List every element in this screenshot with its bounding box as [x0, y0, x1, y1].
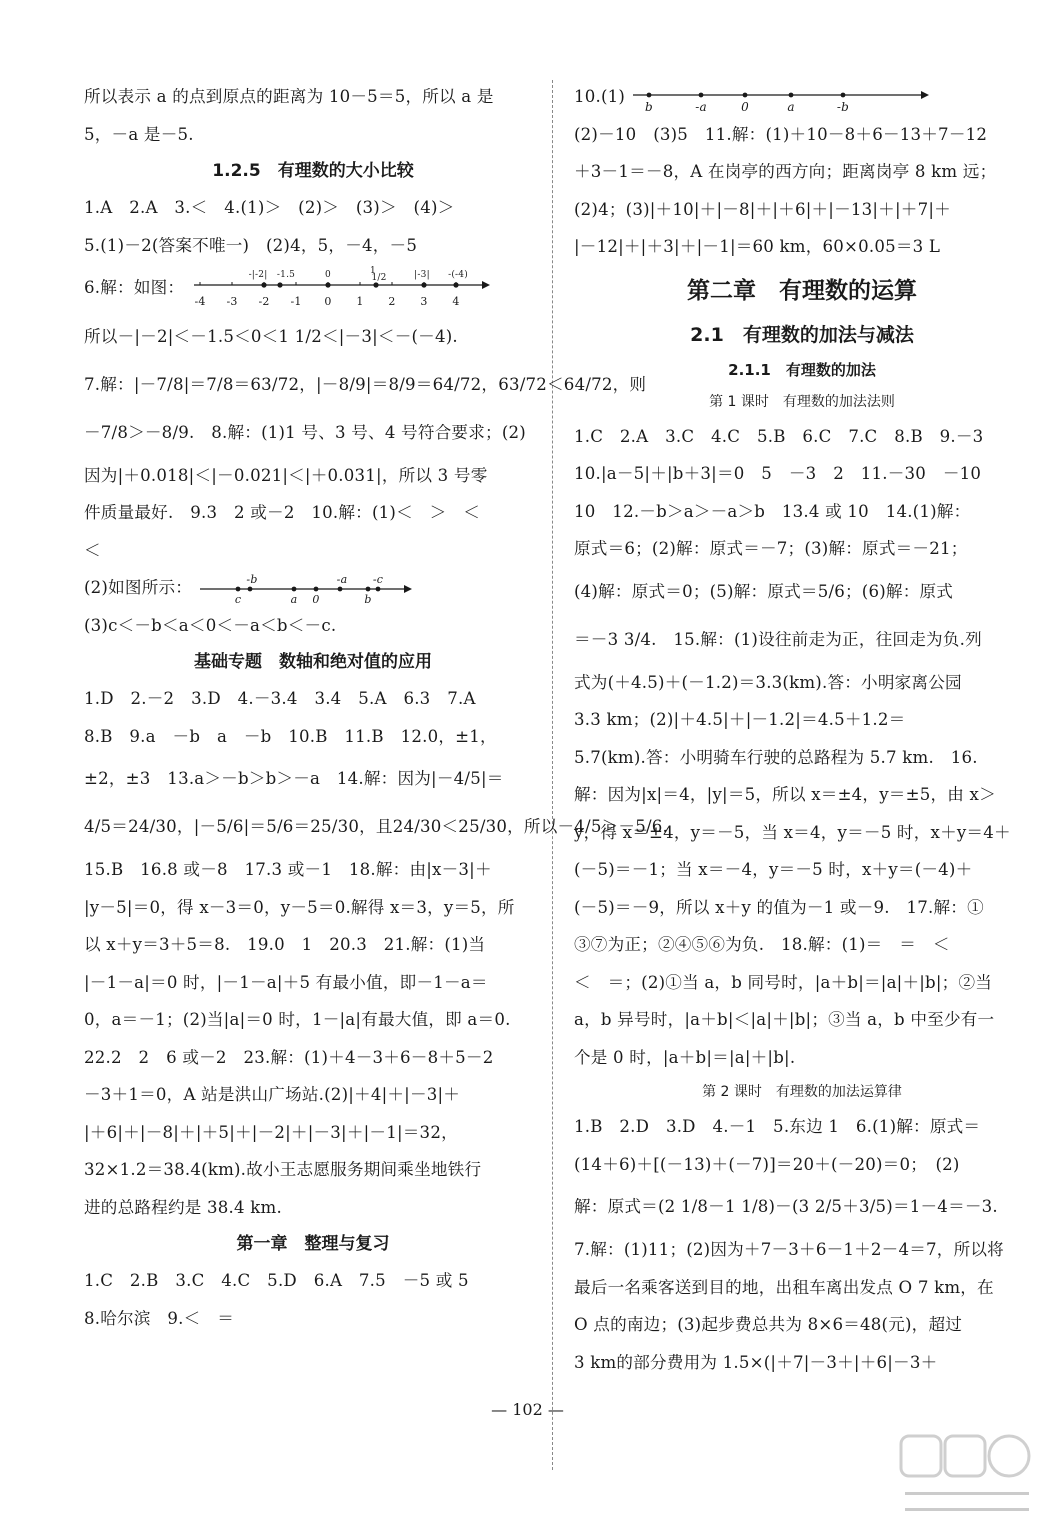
page-number: — 102 —	[491, 1400, 564, 1419]
section-heading-1-2-5: 1.2.5 有理数的大小比较	[212, 161, 414, 181]
answer-line: 5.(1)－2(答案不唯一) (2)4，5，－4，－5	[84, 235, 418, 255]
tick-label: -3	[226, 294, 238, 308]
text-line: 所以表示 a 的点到原点的距离为 10－5＝5，所以 a 是	[84, 87, 494, 106]
answer-line: 个是 0 时，|a＋b|＝|a|＋|b|.	[574, 1047, 796, 1067]
answer-line: 进的总路程约是 38.4 km.	[84, 1197, 282, 1217]
answer-line: (2)4；(3)|＋10|＋|－8|＋|＋6|＋|－13|＋|＋7|＋	[574, 199, 951, 219]
point-label: 0	[311, 592, 320, 606]
point-label: -b	[245, 572, 258, 586]
answer-line: 22.2 2 6 或－2 23.解：(1)＋4－3＋6－8＋5－2	[84, 1047, 494, 1067]
answer-line: 解：因为|x|＝4，|y|＝5，所以 x＝±4，y＝±5，由 x＞	[574, 785, 996, 804]
answer-line: (3)c＜－b＜a＜0＜－a＜b＜－c.	[84, 615, 337, 635]
answer-line: ±2，±3 13.a＞－b＞b＞－a 14.解：因为|－4/5|＝	[84, 769, 504, 788]
answer-line: ＝－3 3/4. 15.解：(1)设往前走为正，往回走为负.列	[574, 629, 982, 649]
right-column	[574, 78, 1030, 1381]
answer-line: ＋3－1＝－8，A 在岗亭的西方向；距离岗亭 8 km 远；	[574, 162, 997, 181]
point-label: a	[290, 592, 297, 606]
lesson-heading-1: 第 1 课时 有理数的加法法则	[709, 393, 895, 410]
left-column	[84, 78, 668, 1337]
section-heading-2-1: 2.1 有理数的加法与减法	[690, 323, 914, 346]
answer-text: 6.解：如图：	[84, 278, 185, 297]
point-label: -a	[694, 99, 707, 114]
tick-label: -4	[194, 294, 206, 308]
answer-line-with-number-line	[84, 569, 542, 607]
answer-line: (14＋6)＋[(－13)＋(－7)]＝20＋(－20)＝0； (2)	[574, 1154, 960, 1174]
point-label: 1	[369, 265, 376, 276]
answer-text: (2)如图所示：	[84, 578, 193, 597]
point-label: -a	[336, 572, 347, 586]
answer-line: 式为(＋4.5)＋(－1.2)＝3.3(km).答：小明家离公园	[574, 672, 962, 692]
point-label: -1.5	[276, 269, 295, 280]
answer-line: y，得 x＝±4，y＝－5，当 x＝4，y＝－5 时，x＋y＝4＋	[574, 822, 1011, 842]
section-heading-chapter1-review: 第一章 整理与复习	[236, 1234, 390, 1254]
answer-line: 以 x＋y＝3＋5＝8. 19.0 1 20.3 21.解：(1)当	[84, 935, 486, 954]
answer-line: O 点的南边；(3)起步费总共为 8×6＝48(元)，超过	[574, 1315, 963, 1334]
section-heading-basic-topic: 基础专题 数轴和绝对值的应用	[194, 652, 432, 672]
number-line-figure-2	[198, 572, 414, 606]
answer-line: ＜	[84, 540, 101, 560]
answer-line: 1.B 2.D 3.D 4.－1 5.东边 1 6.(1)解：原式＝	[574, 1117, 981, 1136]
answer-line: －3＋1＝0，A 站是洪山广场站.(2)|＋4|＋|－3|＋	[84, 1085, 461, 1104]
tick-label: 2	[388, 294, 396, 308]
tick-label: 4	[452, 294, 460, 308]
number-line-figure-1	[190, 265, 490, 313]
answer-line-with-number-line	[574, 78, 1030, 116]
answer-line: 8.哈尔滨 9.＜ ＝	[84, 1308, 235, 1328]
answer-line: 8.B 9.a －b a －b 10.B 11.B 12.0，±1，	[84, 726, 497, 746]
answer-line: 15.B 16.8 或－8 17.3 或－1 18.解：由|x－3|＋	[84, 860, 492, 879]
answer-line: ＜ ＝；(2)①当 a，b 同号时，|a＋b|＝|a|＋|b|；②当	[574, 972, 993, 992]
point-label: -b	[836, 99, 849, 114]
tick-label: 1	[356, 294, 364, 308]
answer-line: 件质量最好. 9.3 2 或－2 10.解：(1)＜ ＞ ＜	[84, 503, 481, 522]
lesson-heading-2: 第 2 课时 有理数的加法运算律	[702, 1084, 902, 1100]
answer-line: 原式＝6；(2)解：原式＝－7；(3)解：原式＝－21；	[574, 539, 968, 558]
answer-line: ③⑦为正；②④⑤⑥为负. 18.解：(1)＝ ＝ ＜	[574, 935, 950, 954]
answer-line: 解：原式＝(2 1/8－1 1/8)－(3 2/5＋3/5)＝1－4＝－3.	[574, 1197, 998, 1216]
tick-label: -2	[258, 294, 270, 308]
answer-line: 0，a＝－1；(2)当|a|＝0 时，1－|a|有最大值，即 a＝0.	[84, 1010, 511, 1029]
point-label: -c	[372, 572, 383, 586]
answer-line: 7.解：(1)11；(2)因为＋7－3＋6－1＋2－4＝7，所以将	[574, 1240, 1004, 1259]
answer-line: 1.C 2.B 3.C 4.C 5.D 6.A 7.5 －5 或 5	[84, 1271, 469, 1290]
answer-line: 3 km的部分费用为 1.5×(|＋7|－3＋|＋6|－3＋	[574, 1352, 938, 1372]
answer-line: 1.C 2.A 3.C 4.C 5.B 6.C 7.C 8.B 9.－3	[574, 426, 984, 446]
answer-line: 1.D 2.－2 3.D 4.－3.4 3.4 5.A 6.3 7.A	[84, 689, 476, 708]
answer-line: －7/8＞－8/9. 8.解：(1)1 号、3 号、4 号符合要求；(2)	[84, 422, 526, 442]
answer-line: |－12|＋|＋3|＋|－1|＝60 km，60×0.05＝3 L	[574, 237, 941, 256]
answer-line: 7.解：|－7/8|＝7/8＝63/72，|－8/9|＝8/9＝64/72，63/72＜64/72，则	[84, 374, 647, 394]
answer-text: 10.(1)	[574, 87, 626, 106]
answer-line: 32×1.2＝38.4(km).故小王志愿服务期间乘坐地铁行	[84, 1160, 482, 1179]
point-label: -(-4)	[447, 269, 468, 280]
tick-label: 0	[324, 294, 332, 308]
answer-line: |y－5|＝0，得 x－3＝0，y－5＝0.解得 x＝3，y＝5，所	[84, 897, 515, 917]
answer-line: (2)－10 (3)5 11.解：(1)＋10－8＋6－13＋7－12	[574, 124, 988, 144]
answer-line: 所以－|－2|＜－1.5＜0＜1 1/2＜|－3|＜－(－4).	[84, 326, 458, 346]
answer-line: 5.7(km).答：小明骑车行驶的总路程为 5.7 km. 16.	[574, 747, 978, 767]
answer-line: 10.|a－5|＋|b＋3|＝0 5 －3 2 11.－30 －10	[574, 464, 982, 483]
answer-line: 10 12.－b＞a＞－a＞b 13.4 或 10 14.(1)解：	[574, 501, 971, 521]
number-line-figure-3	[631, 81, 931, 115]
point-label: 0	[740, 99, 749, 114]
point-label: b	[644, 99, 653, 114]
point-label: 1/2	[371, 272, 387, 283]
answer-line: (4)解：原式＝0；(5)解：原式＝5/6；(6)解：原式	[574, 581, 954, 601]
answer-line: |－1－a|＝0 时，|－1－a|＋5 有最小值，即－1－a＝	[84, 972, 488, 992]
point-label: 0	[324, 269, 331, 280]
answer-line: 1.A 2.A 3.＜ 4.(1)＞ (2)＞ (3)＞ (4)＞	[84, 198, 455, 217]
point-label: -|-2|	[248, 269, 268, 280]
chapter-title: 第二章 有理数的运算	[687, 277, 917, 304]
column-divider	[552, 80, 553, 1470]
section-heading-2-1-1: 2.1.1 有理数的加法	[728, 360, 876, 379]
answer-line: (－5)＝－9，所以 x＋y 的值为－1 或－9. 17.解：①	[574, 897, 984, 917]
point-label: b	[363, 592, 372, 606]
answer-line: 3.3 km；(2)|＋4.5|＋|－1.2|＝4.5＋1.2＝	[574, 710, 906, 729]
answer-line: (－5)＝－1；当 x＝－4，y＝－5 时，x＋y＝(－4)＋	[574, 860, 973, 879]
answer-line-with-number-line	[84, 264, 542, 313]
text-line: 5，－a 是－5.	[84, 124, 194, 144]
answer-line: 因为|＋0.018|＜|－0.021|＜|＋0.031|，所以 3 号零	[84, 465, 488, 485]
answer-line: a，b 异号时，|a＋b|＜|a|＋|b|；③当 a，b 中至少有一	[574, 1010, 995, 1029]
watermark-logo	[895, 1428, 1035, 1528]
tick-label: -1	[290, 294, 302, 308]
answer-line: |＋6|＋|－8|＋|＋5|＋|－2|＋|－3|＋|－1|＝32，	[84, 1122, 458, 1142]
point-label: |-3|	[413, 269, 430, 280]
answer-line: 最后一名乘客送到目的地，出租车离出发点 O 7 km，在	[574, 1277, 994, 1297]
tick-label: 3	[420, 294, 428, 308]
point-label: a	[786, 99, 795, 114]
answer-line: 4/5＝24/30，|－5/6|＝5/6＝25/30，且24/30＜25/30，所以－4/5＞－5/6.	[84, 817, 668, 836]
point-label: c	[234, 592, 241, 606]
